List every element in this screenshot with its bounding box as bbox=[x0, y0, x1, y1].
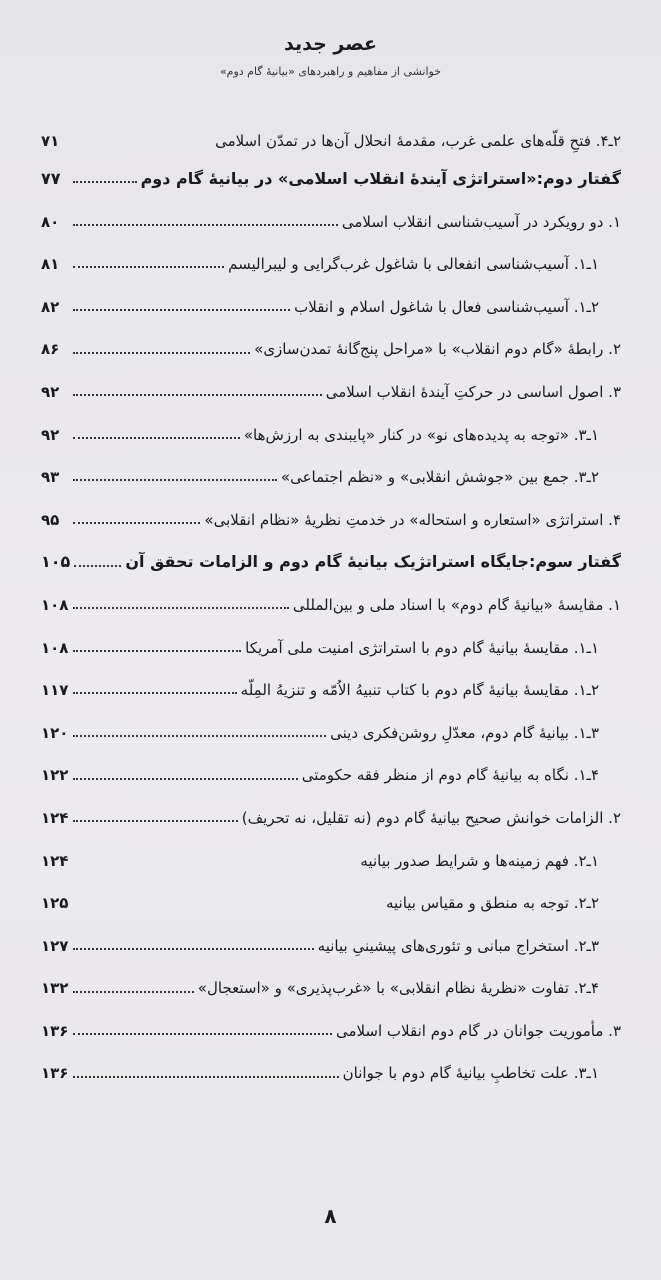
toc-page-number: ۱۲۲ bbox=[41, 766, 69, 785]
toc-entry-title: ۲ـ۴. فتحِ قلّه‌های علمی غرب، مقدمهٔ انحلال آن‌ها در تمدّن اسلامی bbox=[215, 132, 621, 150]
toc-entry bbox=[41, 1052, 621, 1095]
toc-leader-dots bbox=[73, 181, 137, 183]
toc-entry-title: ۱ـ۱. مقایسهٔ بیانیهٔ گام دوم با استراتژی امنیت ملی آمریکا bbox=[245, 638, 599, 657]
toc-page-number: ۸۱ bbox=[41, 255, 60, 274]
toc-chapter-entry bbox=[41, 541, 621, 584]
toc-entry-title: ۱ـ۱. آسیب‌شناسی انفعالی با شاغول غرب‌گرایی و لیبرالیسم bbox=[228, 255, 599, 274]
toc-page-number: ۱۳۲ bbox=[41, 979, 69, 998]
toc-entry-title: ۲. الزامات خوانش صحیح بیانیهٔ گام دوم (نه تقلیل، نه تحریف) bbox=[241, 808, 621, 827]
toc-leader-dots bbox=[73, 948, 314, 950]
toc-leader-dots bbox=[73, 522, 200, 524]
toc-page-number: ۱۲۰ bbox=[41, 723, 69, 742]
toc-entry bbox=[41, 328, 621, 371]
toc-leader-dots bbox=[73, 394, 322, 396]
toc-entry bbox=[41, 967, 621, 1010]
toc-entry bbox=[41, 754, 621, 797]
toc-leader-dots bbox=[73, 692, 237, 694]
toc-entry bbox=[41, 627, 621, 670]
table-of-contents bbox=[41, 124, 621, 1095]
toc-leader-dots bbox=[73, 479, 277, 481]
toc-entry bbox=[41, 584, 621, 627]
toc-entry-title: ۴ـ۲. تفاوت «نظریهٔ نظام انقلابی» با «غرب‌پذیری» و «استعجال» bbox=[197, 979, 599, 998]
toc-entry bbox=[41, 124, 621, 158]
toc-leader-dots bbox=[73, 309, 290, 311]
toc-leader-dots bbox=[73, 905, 382, 907]
toc-leader-dots bbox=[73, 863, 356, 865]
toc-entry-title: ۴. استراتژی «استعاره و استحاله» در خدمتِ نظریهٔ «نظام انقلابی» bbox=[204, 510, 621, 529]
toc-page-number: ۸۲ bbox=[41, 297, 60, 316]
toc-page-number: ۱۰۸ bbox=[41, 638, 69, 657]
toc-entry bbox=[41, 201, 621, 244]
toc-page-number: ۱۲۵ bbox=[41, 894, 69, 913]
toc-page-number: ۹۵ bbox=[41, 510, 60, 529]
page-number: ۸ bbox=[324, 1204, 337, 1228]
toc-entry-title: ۳. مأموریت جوانان در گام دوم انقلاب اسلامی bbox=[335, 1021, 621, 1040]
toc-page-number: ۱۱۷ bbox=[41, 681, 69, 700]
toc-page-number: ۸۶ bbox=[41, 340, 60, 359]
toc-entry-title: ۱ـ۳. «توجه به پدیده‌های نو» در کنار «پایبندی به ارزش‌ها» bbox=[243, 425, 599, 444]
toc-leader-dots bbox=[73, 1033, 332, 1035]
toc-entry-title: ۲ـ۱. مقایسهٔ بیانیهٔ گام دوم با کتاب تنبیهُ الاُمّه و تنزیهُ المِلّه bbox=[240, 681, 599, 700]
toc-entry-title: ۱. دو رویکرد در آسیب‌شناسی انقلاب اسلامی bbox=[341, 212, 621, 231]
toc-page-number: ۱۲۴ bbox=[41, 851, 69, 870]
toc-leader-dots bbox=[73, 266, 224, 268]
toc-entry-title: ۲ـ۲. توجه به منطق و مقیاس بیانیه bbox=[385, 894, 599, 913]
toc-leader-dots bbox=[73, 991, 194, 993]
book-subtitle: خوانشی از مفاهیم و راهبردهای «بیانیهٔ گام دوم» bbox=[219, 65, 442, 78]
toc-entry bbox=[41, 456, 621, 499]
toc-leader-dots bbox=[73, 650, 241, 652]
toc-entry-title: ۲. رابطهٔ «گام دوم انقلاب» با «مراحل پنج‌گانهٔ تمدن‌سازی» bbox=[254, 340, 621, 359]
toc-page-number: ۹۳ bbox=[41, 468, 60, 487]
toc-leader-dots bbox=[73, 820, 238, 822]
toc-entry bbox=[41, 414, 621, 457]
toc-entry-title: ۲ـ۳. جمع بین «جوشش انقلابی» و «نظم اجتماعی» bbox=[280, 468, 599, 487]
toc-page-number: ۱۳۶ bbox=[41, 1064, 69, 1083]
toc-entry bbox=[41, 797, 621, 840]
toc-entry-title: ۱ـ۳. علت تخاطبِ بیانیهٔ گام دوم با جوانان bbox=[342, 1064, 599, 1083]
toc-page-number: ۱۳۶ bbox=[41, 1021, 69, 1040]
toc-entry-title: ۱. مقایسهٔ «بیانیهٔ گام دوم» با اسناد ملی و بین‌المللی bbox=[292, 595, 621, 614]
toc-page-number: ۷۷ bbox=[41, 169, 61, 188]
toc-entry bbox=[41, 499, 621, 542]
toc-chapter-entry bbox=[41, 158, 621, 201]
toc-page-number: ۱۲۴ bbox=[41, 808, 69, 827]
toc-leader-dots bbox=[73, 607, 289, 609]
toc-leader-dots bbox=[73, 1076, 339, 1078]
toc-entry bbox=[41, 243, 621, 286]
toc-leader-dots bbox=[74, 565, 121, 567]
toc-page-number: ۹۲ bbox=[41, 382, 60, 401]
toc-leader-dots bbox=[73, 437, 240, 439]
toc-entry-title: ۲ـ۱. آسیب‌شناسی فعال با شاغول اسلام و انقلاب bbox=[294, 297, 599, 316]
book-title: عصر جدید bbox=[284, 33, 377, 55]
toc-leader-dots bbox=[73, 352, 250, 354]
toc-entry bbox=[41, 925, 621, 968]
toc-entry bbox=[41, 286, 621, 329]
toc-leader-dots bbox=[73, 143, 211, 145]
toc-entry bbox=[41, 840, 621, 883]
toc-entry-title: ۴ـ۱. نگاه به بیانیهٔ گام دوم از منظر فقه حکومتی bbox=[301, 766, 599, 785]
toc-leader-dots bbox=[73, 735, 326, 737]
toc-entry bbox=[41, 712, 621, 755]
toc-page-number: ۷۱ bbox=[41, 132, 60, 150]
toc-entry bbox=[41, 669, 621, 712]
toc-page-number: ۱۲۷ bbox=[41, 936, 69, 955]
toc-entry bbox=[41, 882, 621, 925]
toc-page-number: ۸۰ bbox=[41, 212, 60, 231]
running-header bbox=[0, 30, 661, 82]
toc-entry bbox=[41, 371, 621, 414]
toc-leader-dots bbox=[73, 224, 338, 226]
toc-page-number: ۹۲ bbox=[41, 425, 60, 444]
toc-leader-dots bbox=[73, 778, 298, 780]
toc-entry-title: گفتار سوم:جایگاه استراتژیک بیانیهٔ گام دوم و الزامات تحقق آن bbox=[125, 552, 621, 572]
toc-page-number: ۱۰۵ bbox=[41, 552, 71, 572]
toc-entry-title: ۳ـ۱. بیانیهٔ گام دوم، معدّلِ روشن‌فکری دینی bbox=[330, 723, 599, 742]
toc-entry-title: ۳ـ۲. استخراج مبانی و تئوری‌های پیشینیِ بیانیه bbox=[317, 936, 599, 955]
toc-entry-title: گفتار دوم:«استراتژی آیندهٔ انقلاب اسلامی» در بیانیهٔ گام دوم bbox=[140, 169, 621, 188]
toc-entry-title: ۳. اصول اساسی در حرکتِ آیندهٔ انقلاب اسلامی bbox=[325, 382, 621, 401]
toc-page-number: ۱۰۸ bbox=[41, 595, 69, 614]
toc-entry bbox=[41, 1010, 621, 1053]
toc-entry-title: ۱ـ۲. فهم زمینه‌ها و شرایط صدور بیانیه bbox=[360, 851, 599, 870]
